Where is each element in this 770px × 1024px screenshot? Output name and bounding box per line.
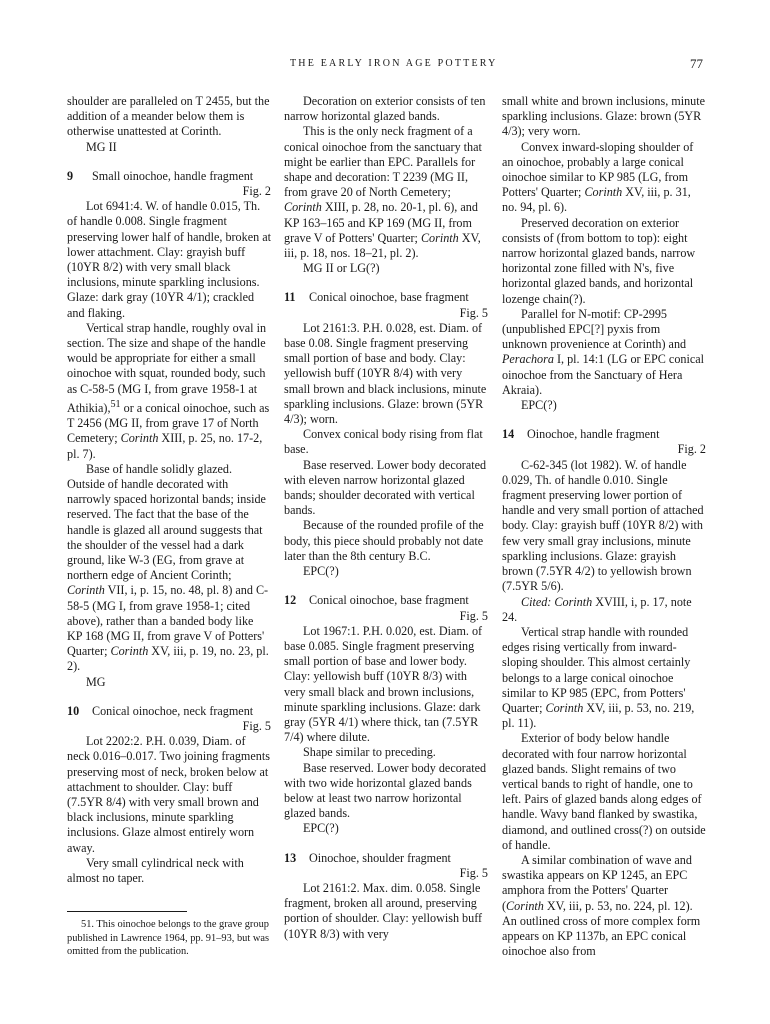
- paragraph: Lot 2161:2. Max. dim. 0.058. Single fragment, broken all around, preserving portion of shoulder. Clay: yellowish buff (10YR 8/3) with very: [284, 880, 483, 941]
- entry-heading: [67, 704, 271, 719]
- entry-heading: [284, 593, 488, 608]
- paragraph: Base of handle solidly glazed. Outside of handle decorated with narrowly spaced horizontal bands; inside reserved. The fact that the base of the handle is glazed all around suggests that the shoulder of the vessel had a dark ground, like W-3 (EG, from grave at northern edge of Ancient Corinth; Corinth VII, i, p. 15, no. 48, pl. 8) and C-58-5 (MG I, from grave 1958-1; cited above), rather than a banded body like KP 168 (MG II, from grave V of Potters' Quarter; Corinth XV, iii, p. 19, no. 23, pl. 2).: [67, 461, 269, 674]
- catalogue-entry-9: [67, 169, 271, 690]
- paragraph: Decoration on exterior consists of ten narrow horizontal glazed bands.: [284, 94, 486, 124]
- entry-number: 12: [284, 593, 297, 608]
- paragraph: Preserved decoration on exterior consists of (from bottom to top): eight narrow horizontal glazed bands, narrow horizontal zone filled with N's, five horizontal glazed bands, and horizontal lozenge chain(?).: [502, 215, 696, 306]
- catalogue-entry-14: [502, 427, 706, 959]
- figure-reference: Fig. 5: [459, 865, 488, 880]
- paragraph: This is the only neck fragment of a conical oinochoe from the sanctuary that might be earlier than EPC. Parallels for shape and decoration: T 2239 (MG II, from grave 20 of North Cemetery; Corinth XIII, p. 28, no. 20-1, pl. 6), and KP 163–165 and KP 169 (MG II, from grave V of Potters' Quarter; Corinth XV, iii, p. 18, nos. 18–21, pl. 2).: [284, 124, 482, 261]
- paragraph: Vertical strap handle with rounded edges rising vertically from inward-sloping shoulder. This almost certainly belongs to a large conical oinochoe similar to KP 985 (EPC, from Potters' Quarter; Corinth XV, iii, p. 53, no. 219, pl. 11).: [502, 624, 695, 731]
- entry-heading: [502, 427, 706, 442]
- paragraph: Lot 2202:2. P.H. 0.039, Diam. of neck 0.016–0.017. Two joining fragments preserving most of neck, broken below at attachment to shoulder. Clay: buff (7.5YR 8/4) with very small brown and black inclusions, minute sparkling inclusions. Glaze almost entirely worn away.: [67, 734, 270, 855]
- catalogue-entry-13: [284, 851, 488, 942]
- catalogue-entry-12: [284, 593, 488, 836]
- paragraph: Lot 2161:3. P.H. 0.028, est. Diam. of base 0.08. Single fragment preserving small portion of base and body. Clay: yellowish buff (10YR 8/4) with very small brown and black inclusions, minute sparkling inclusions. Glaze: brown (5YR 4/3); worn.: [284, 320, 487, 427]
- figure-reference: Fig. 5: [242, 718, 271, 733]
- figure-reference: Fig. 5: [459, 608, 488, 623]
- footnote-text: 51. This oinochoe belongs to the grave group published in Lawrence 1964, pp. 91–93, but was omitted from the publication.: [67, 919, 270, 958]
- entry-heading: [284, 851, 488, 866]
- catalogue-entry-11: [284, 290, 488, 579]
- period-label: EPC(?): [521, 398, 557, 413]
- citation: Cited: Corinth XVIII, i, p. 17, note 24.: [502, 594, 692, 624]
- period-label: MG II or LG(?): [303, 261, 380, 276]
- paragraph: Very small cylindrical neck with almost no taper.: [67, 855, 244, 885]
- page-number: 77: [690, 56, 703, 71]
- figure-reference: Fig. 2: [677, 442, 706, 457]
- entry-heading: [67, 169, 271, 184]
- column-3: [502, 94, 706, 959]
- paragraph: Parallel for N-motif: CP-2995 (unpublished EPC[?] pyxis from unknown provenience at Corinth) and Perachora I, pl. 14:1 (LG or EPC conical oinochoe from the Sanctuary of Hera Akraia).: [502, 306, 704, 397]
- column-1: [67, 94, 271, 886]
- paragraph: Base reserved. Lower body decorated with two wide horizontal glazed bands below at least two narrow horizontal glazed bands.: [284, 760, 487, 821]
- paragraph: Convex inward-sloping shoulder of an oinochoe, probably a large conical oinochoe similar to KP 985 (LG, from Potters' Quarter; Corinth XV, iii, p. 31, no. 94, pl. 6).: [502, 139, 694, 215]
- footnote-marker: 51: [110, 398, 121, 410]
- paragraph: Lot 1967:1. P.H. 0.020, est. Diam. of base 0.085. Single fragment preserving small portion of base and lower body. Clay: yellowish buff (10YR 8/3) with very small black and brown inclusions, minute sparkling inclusions. Glaze: dark gray (5YR 4/1) where thick, tan (7.5YR 7/4) where dilute.: [284, 623, 483, 745]
- period-label: EPC(?): [303, 821, 339, 836]
- period-label: MG: [86, 674, 106, 689]
- footnote-rule: [67, 911, 187, 912]
- entry-number: 13: [284, 850, 297, 865]
- running-head: THE EARLY IRON AGE POTTERY: [290, 58, 498, 69]
- catalogue-entry-10: [67, 704, 271, 886]
- period-label: EPC(?): [303, 564, 339, 579]
- paragraph: small white and brown inclusions, minute sparkling inclusions. Glaze: brown (5YR 4/3); very worn.: [502, 94, 705, 139]
- entry-number: 9: [67, 168, 74, 183]
- entry-title: Oinochoe, handle fragment: [527, 427, 660, 442]
- paragraph: Vertical strap handle, roughly oval in section. The size and shape of the handle would be appropriate for either a small oinochoe with squat, rounded body, such as C-58-5 (MG I, from grave 1958-1 at Athikia),$^{51}$ or a conical oinochoe, such as T 2456 (MG II, from grave 17 of North Cemetery; Corinth XIII, p. 25, no. 17-2, pl. 7).: [67, 320, 270, 461]
- paragraph: Lot 6941:4. W. of handle 0.015, Th. of handle 0.008. Single fragment preserving lower half of handle, broken at lower attachment. Clay: grayish buff (10YR 8/2) with very small black inclusions, minute sparkling inclusions. Glaze: dark gray (10YR 4/1); crackled and flaking.: [67, 199, 271, 320]
- entry-number: 10: [67, 703, 80, 718]
- figure-reference: Fig. 5: [459, 305, 488, 320]
- entry-number: 14: [502, 427, 515, 442]
- footnote: [67, 918, 271, 959]
- entry-title: Oinochoe, shoulder fragment: [309, 850, 451, 865]
- paragraph: C-62-345 (lot 1982). W. of handle 0.029, Th. of handle 0.010. Single fragment preserving lower portion of handle and very small portion of attached body. Clay: grayish buff (10YR 8/2) with few very small gray inclusions, minute sparkling inclusions. Glaze: grayish brown (7.5YR 4/2) to yellowish brown (7.5YR 5/6).: [502, 457, 704, 594]
- paragraph: shoulder are paralleled on T 2455, but the addition of a meander below them is otherwise unattested at Corinth.: [67, 94, 270, 139]
- entry-heading: [284, 290, 488, 305]
- figure-reference: Fig. 2: [242, 184, 271, 199]
- entry-title: Conical oinochoe, base fragment: [309, 290, 469, 305]
- entry-number: 11: [284, 290, 296, 305]
- paragraph: A similar combination of wave and swastika appears on KP 1245, an EPC amphora from the Potters' Quarter (Corinth XV, iii, p. 53, no. 224, pl. 12). An outlined cross of more complex form appears on KP 1137b, an EPC conical oinochoe also from: [502, 852, 701, 959]
- entry-title: Conical oinochoe, base fragment: [309, 593, 469, 608]
- period-label: MG II: [86, 139, 117, 154]
- paragraph: Because of the rounded profile of the body, this piece should probably not date later than the 8th century B.C.: [284, 518, 484, 563]
- paragraph: Base reserved. Lower body decorated with eleven narrow horizontal glazed bands; shoulder decorated with vertical bands.: [284, 457, 487, 518]
- entry-title: Conical oinochoe, neck fragment: [92, 703, 254, 718]
- column-2: [284, 94, 488, 942]
- paragraph: Exterior of body below handle decorated with four narrow horizontal glazed bands. Slight remains of two vertical bands to right of handle, one to left. Pairs of glazed bands along edges of handle. Wavy band flanked by swastika, diamond, and outlined cross(?) on outside of handle.: [502, 731, 706, 852]
- entry-title: Small oinochoe, handle fragment: [92, 168, 254, 183]
- paragraph: Shape similar to preceding.: [303, 745, 436, 760]
- paragraph: Convex conical body rising from flat base.: [284, 427, 483, 457]
